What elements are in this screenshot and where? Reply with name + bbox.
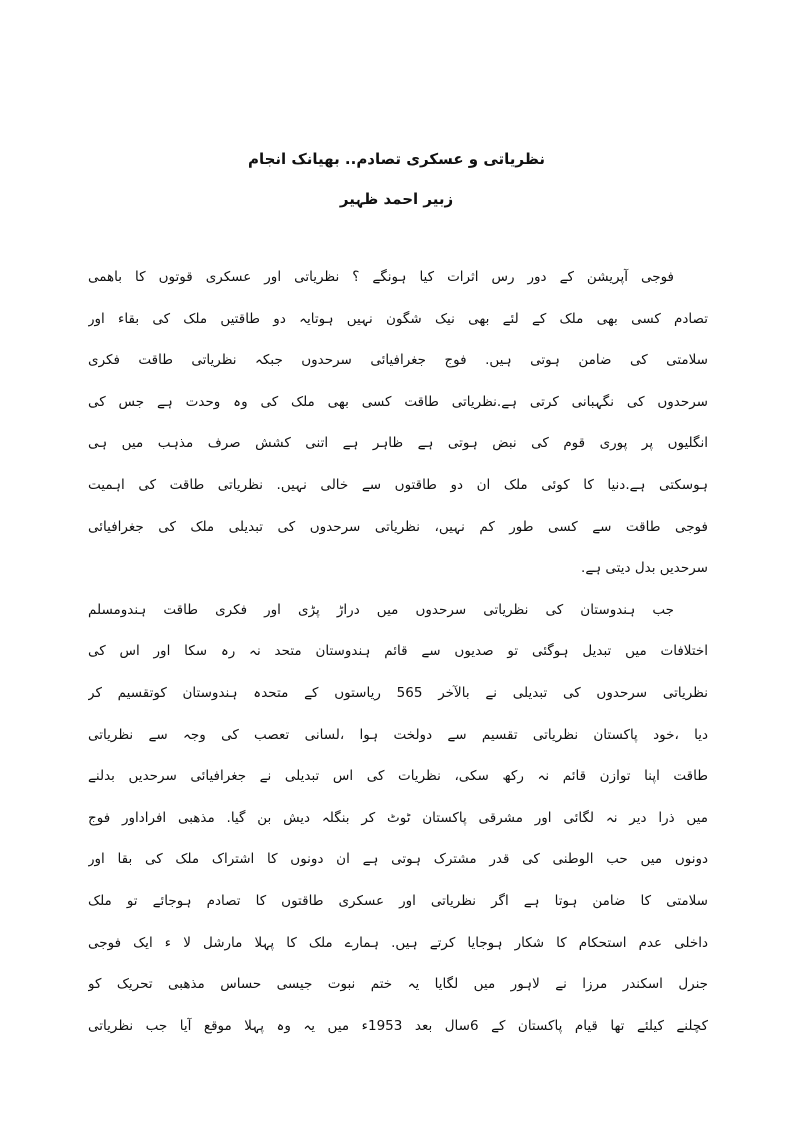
article-body xyxy=(88,257,708,1047)
text-line: دونوں میں حب الوطنی کی قدر مشترک ہوتی ہے ان دونوں کا اشتراک ملک کی بقا اور xyxy=(88,851,708,868)
text-line: انگلیوں پر پوری قوم کی نبض ہوتی ہے ظاہر ہے اتنی کشش صرف مذہب میں ہی xyxy=(88,435,708,452)
text-line: فوجی طاقت سے کسی طور کم نہیں، نظریاتی سرحدوں کی تبدیلی ملک کی جغرافیائی xyxy=(88,518,708,535)
text-line: میں ذرا دیر نہ لگائی اور مشرقی پاکستان ٹوٹ کر بنگلہ دیش بن گیا. مذھبی افراداور فوج xyxy=(88,809,708,826)
paragraph-1 xyxy=(88,257,708,590)
article-title: نظریاتی و عسکری تصادم.. بھیانک انجام xyxy=(247,150,546,168)
text-line: تصادم کسی بھی ملک کے لئے بھی نیک شگون نہیں ہوتایہ دو طاقتیں ملک کی بقاء اور xyxy=(88,310,708,327)
text-line: فوجی آپریشن کے دور رس اثرات کیا ہونگے ؟ نظریاتی اور عسکری قوتوں کا باھمی xyxy=(88,269,674,285)
text-line: جب ہندوستان کی نظریاتی سرحدوں میں دراڑ پڑی اور فکری طاقت ہندومسلم xyxy=(88,601,674,618)
text-line: طاقت اپنا توازن قائم نہ رکھ سکی، نظریات کی اس تبدیلی نے جغرافیائی سرحدیں بدلنے xyxy=(88,768,708,785)
text-line: اختلافات میں تبدیل ہوگئی تو صدیوں سے قائم ہندوستان متحد نہ رہ سکا اور اس کی xyxy=(88,643,708,660)
author-name: زبیر احمد ظہیر xyxy=(339,190,454,208)
text-line: سلامتی کی ضامن ہوتی ہیں. فوج جغرافیائی سرحدوں جبکہ نظریاتی طاقت فکری xyxy=(88,352,708,369)
text-line: سلامتی کا ضامن ہوتا ہے اگر نظریاتی اور عسکری طاقتوں کا تصادم ہوجائے تو ملک xyxy=(88,892,708,909)
text-line: داخلی عدم استحکام کا شکار ہوجایا کرتے ہیں. ہمارے ملک کا پہلا مارشل لا ء ایک فوجی xyxy=(88,934,708,951)
text-line: ہوسکتی ہے.دنیا کا کوئی ملک ان دو طاقتوں سے خالی نہیں. نظریاتی طاقت کی اہمیت xyxy=(88,476,708,493)
text-line: کچلنے کیلئے تھا قیام پاکستان کے 6سال بعد 1953ء میں یہ وہ پہلا موقع آیا جب نظریاتی xyxy=(88,1017,708,1034)
text-line: دیا ،خود پاکستان نظریاتی تقسیم سے دولخت ہوا ،لسانی تعصب کی وجہ سے نظریاتی xyxy=(88,726,708,743)
text-line: جنرل اسکندر مرزا نے لاہور میں لگایا یہ ختم نبوت جیسی حساس مذھبی تحریک کو xyxy=(88,976,708,993)
text-line: سرحدیں بدل دیتی ہے. xyxy=(581,560,708,577)
text-line: نظریاتی سرحدوں کی تبدیلی نے بالآخر 565 ریاستوں کے متحدہ ہندوستان کوتقسیم کر xyxy=(88,684,708,701)
paragraph-2 xyxy=(88,590,708,1048)
text-line: سرحدوں کی نگہبانی کرتی ہے.نظریاتی طاقت کسی بھی ملک کی وہ وحدت ہے جس کی xyxy=(88,393,708,410)
